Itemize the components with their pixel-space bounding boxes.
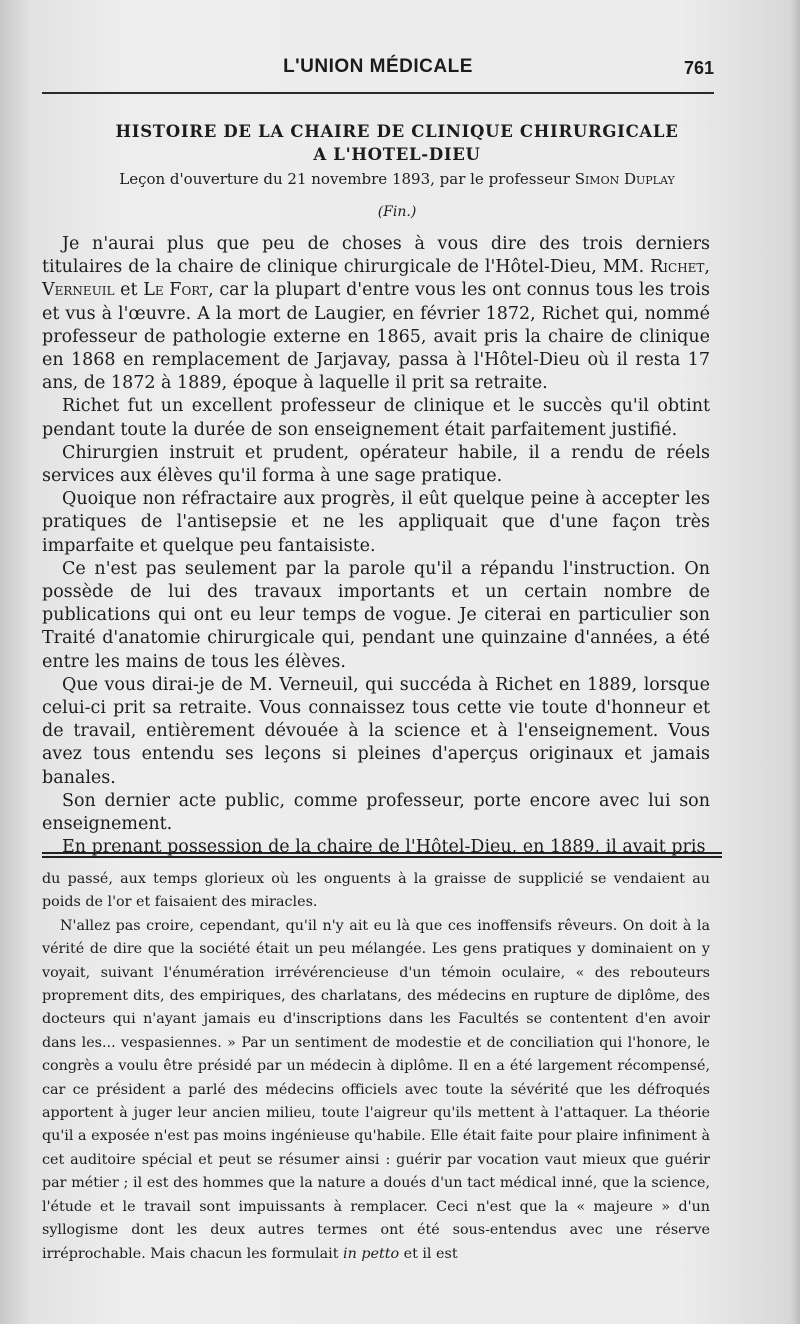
paragraph-5: Ce n'est pas seulement par la parole qu'il a répandu l'instruction. On possède de lui des travaux importants et un certain nombre de publications qui ont eu leur temps de vogue. Je citerai en particulier son Traité d'anatomie chirurgicale qui, pendant une quinzaine d'années, a été entre les mains de tous les élèves. — [42, 558, 710, 672]
paragraph-1-text-a: Je n'aurai plus que peu de choses à vous dire des trois derniers titulaires de la chaire de clinique chirurgicale de l'Hôtel-Dieu, MM. — [42, 234, 710, 278]
paragraph-2: Richet fut un excellent professeur de clinique et le succès qu'il obtint pendant toute la durée de son enseignement était parfaitement justifié. — [42, 396, 710, 440]
paragraph-4: Quoique non réfractaire aux progrès, il eût quelque peine à accepter les pratiques de l'antisepsie et ne les appliquait que d'une façon très imparfaite et quelque peu fantaisiste. — [42, 489, 710, 556]
article-title — [42, 120, 752, 166]
footnote-paragraph-1: du passé, aux temps glorieux où les onguents à la graisse de supplicié se vendaient au poids de l'or et faisaient des miracles. — [42, 871, 710, 911]
footnote-rule — [42, 852, 722, 858]
lecture-subtitle — [42, 170, 752, 188]
paragraph-7: Son dernier acte public, comme professeur, porte encore avec lui son enseignement. — [42, 790, 710, 835]
paragraph-1-text-b: , car la plupart d'entre vous les ont connus tous les trois et vus à l'œuvre. A la mort de Laugier, en février 1872, Richet qui, nommé professeur de pathologie externe en 1865, avait pris la chaire de clinique en 1868 en remplacement de Jarjavay, passa à l'Hôtel-Dieu où il resta 17 ans, de 1872 à 1889, époque à laquelle il prit sa retraite. — [42, 280, 710, 394]
header-rule — [42, 92, 714, 94]
footnote-paragraph-2-text-a: N'allez pas croire, cependant, qu'il n'y ait eu là que ces inoffensifs rêveurs. On doit à la vérité de dire que la société était un peu mélangée. Les gens pratiques y dominaient on y voyait, suivant l'énumération irrévérencieuse d'un témoin oculaire, « des rebouteurs proprement dits, des empiriques, des charlatans, des médecins en rupture de diplôme, des docteurs qui n'ayant jamais eu d'inscriptions dans les Facultés se contentent d'en avoir dans les... vespasiennes. » Par un sentiment de modestie et de conciliation qui l'honore, le congrès a voulu être présidé par un médecin à diplôme. Il en a été largement récompensé, car ce président a parlé des médecins officiels avec toute la sévérité que les défroqués apportent à juger leur ancien milieu, toute l'aigreur qu'ils mettent à l'attaquer. La théorie qu'il a exposée n'est pas moins ingénieuse qu'habile. Elle était faite pour plaire infiniment à cet auditoire spécial et peut se résumer ainsi : guérir par vocation vaut mieux que guérir par métier ; il est des hommes que la nature a doués d'un tact médical inné, que la science, l'étude et le travail sont impuissants à remplacer. Ceci n'est que la « majeure » d'un syllogisme dont les deux autres termes ont été sous-entendus avec une réserve irréprochable. Mais chacun les formulait — [42, 917, 710, 1262]
lecture-author: Simon Duplay — [574, 170, 675, 188]
footnote — [42, 868, 710, 1266]
name-verneuil: Verneuil — [42, 280, 115, 301]
paragraph-8: En prenant possession de la chaire de l'Hôtel-Dieu, en 1889, il avait pris — [62, 837, 706, 858]
name-richet: Richet — [650, 257, 705, 278]
footnote-italic: in petto — [343, 1245, 400, 1262]
article-title-line-1: HISTOIRE DE LA CHAIRE DE CLINIQUE CHIRURGICALE — [115, 122, 679, 141]
name-separator-2: et — [114, 280, 144, 301]
article-body — [42, 233, 710, 859]
fin-marker: (Fin.) — [377, 204, 417, 220]
name-separator-1: , — [704, 257, 710, 278]
paragraph-3: Chirurgien instruit et prudent, opérateur habile, il a rendu de réels services aux élèves qu'il forma à une sage pratique. — [42, 442, 710, 487]
article-title-line-2: A L'HOTEL-DIEU — [313, 145, 481, 164]
paragraph-6: Que vous dirai-je de M. Verneuil, qui succéda à Richet en 1889, lorsque celui-ci prit sa retraite. Vous connaissez tous cette vie toute d'honneur et de travail, entièrement dévouée à la science et à l'enseignement. Vous avez tous entendu ses leçons si pleines d'aperçus originaux et jamais banales. — [42, 674, 710, 788]
name-le-fort: Le Fort — [143, 280, 209, 301]
journal-title: L'UNION MÉDICALE — [283, 56, 473, 77]
lecture-prefix: Leçon d'ouverture du 21 novembre 1893, par le professeur — [119, 170, 575, 188]
page-number: 761 — [683, 58, 714, 78]
footnote-paragraph-2 — [42, 915, 710, 1266]
running-head — [42, 52, 714, 82]
footnote-paragraph-2-text-b: et il est — [399, 1245, 458, 1262]
paragraph-1 — [42, 233, 710, 395]
